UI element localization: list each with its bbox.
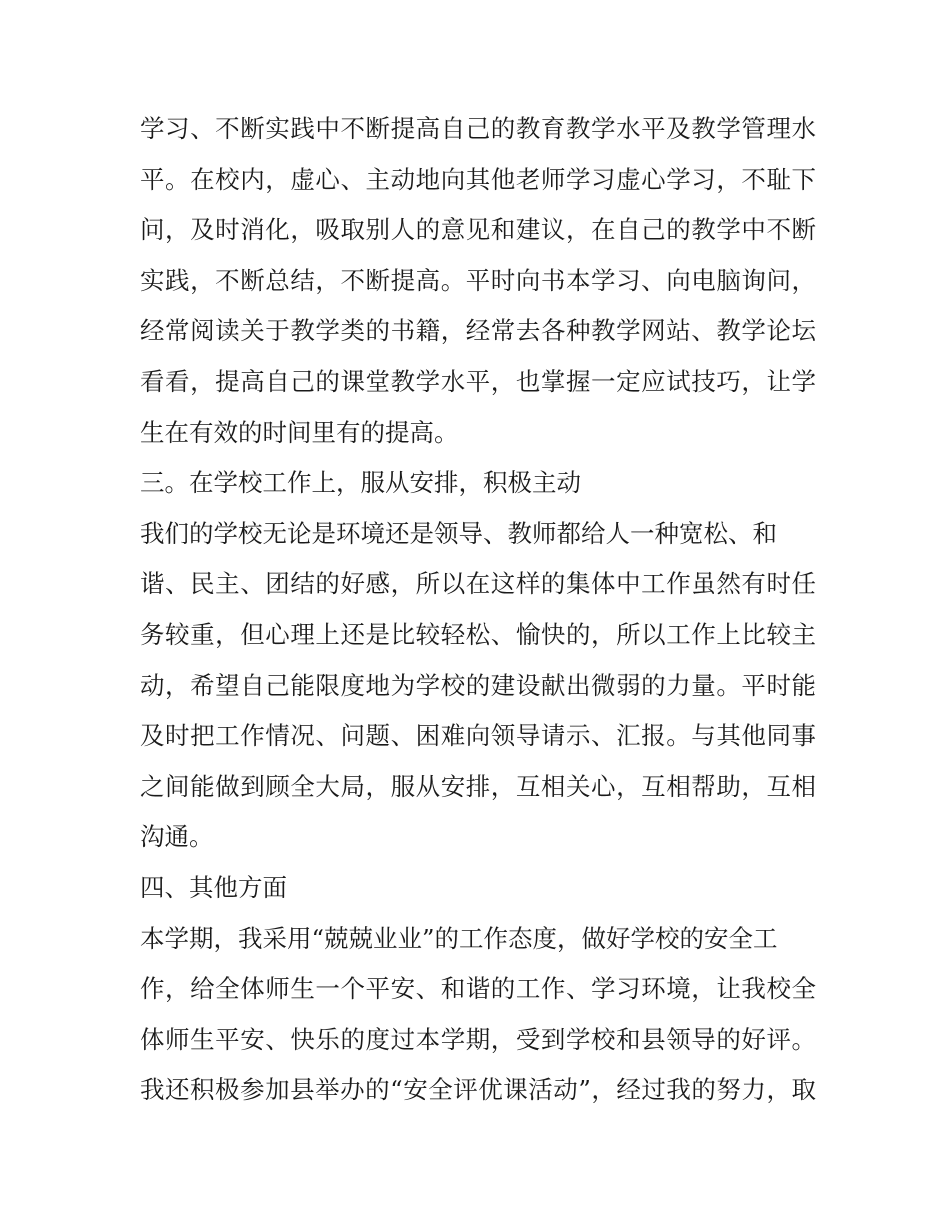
text-line: 沟通。 <box>140 822 214 852</box>
text-line: 动，希望自己能限度地为学校的建设献出微弱的力量。平时能 <box>140 670 816 700</box>
text-line: 生在有效的时间里有的提高。 <box>140 417 459 447</box>
text-line: 之间能做到顾全大局，服从安排，互相关心，互相帮助，互相 <box>140 771 816 801</box>
text-line: 经常阅读关于教学类的书籍，经常去各种教学网站、教学论坛 <box>140 316 816 346</box>
document-body <box>140 104 816 1116</box>
text-line: 作，给全体师生一个平安、和谐的工作、学习环境，让我校全 <box>140 974 816 1004</box>
text-line: 实践，不断总结，不断提高。平时向书本学习、向电脑询问， <box>140 265 816 295</box>
text-line: 谐、民主、团结的好感，所以在这样的集体中工作虽然有时任 <box>140 569 816 599</box>
text-line: 务较重，但心理上还是比较轻松、愉快的，所以工作上比较主 <box>140 619 816 649</box>
text-line: 我还积极参加县举办的“安全评优课活动”，经过我的努力，取 <box>140 1075 816 1105</box>
text-line: 我们的学校无论是环境还是领导、教师都给人一种宽松、和 <box>140 518 777 548</box>
text-line: 平。在校内，虚心、主动地向其他老师学习虚心学习，不耻下 <box>140 164 816 194</box>
text-line: 及时把工作情况、问题、困难向领导请示、汇报。与其他同事 <box>140 721 816 751</box>
text-line: 本学期，我采用“兢兢业业”的工作态度，做好学校的安全工 <box>140 923 778 953</box>
section-heading: 四、其他方面 <box>140 872 287 902</box>
text-line: 体师生平安、快乐的度过本学期，受到学校和县领导的好评。 <box>140 1024 816 1054</box>
section-heading: 三。在学校工作上，服从安排，积极主动 <box>140 468 581 498</box>
text-line: 看看，提高自己的课堂教学水平，也掌握一定应试技巧，让学 <box>140 366 816 396</box>
text-line: 问，及时消化，吸取别人的意见和建议，在自己的教学中不断 <box>140 215 816 245</box>
text-line: 学习、不断实践中不断提高自己的教育教学水平及教学管理水 <box>140 114 816 143</box>
